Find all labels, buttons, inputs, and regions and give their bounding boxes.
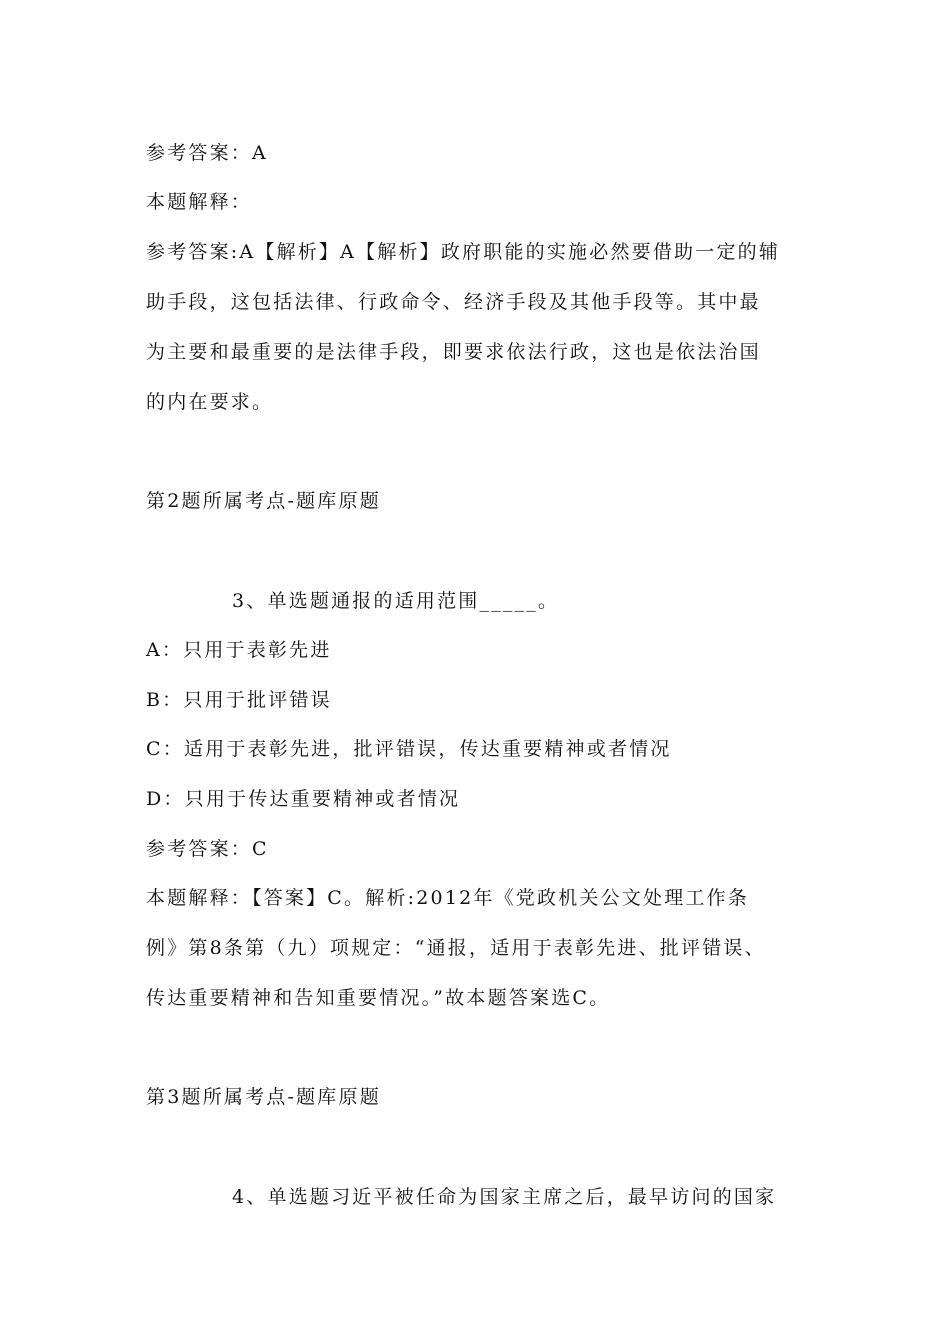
q2-explanation-line-2: 助手段，这包括法律、行政命令、经济手段及其他手段等。其中最 [146, 291, 761, 313]
q3-question: 3、单选题通报的适用范围_____。 [232, 590, 560, 612]
q3-explanation-line-2: 例》第8条第（九）项规定：“通报，适用于表彰先进、批评错误、 [146, 937, 766, 959]
q2-explanation-label: 本题解释： [146, 191, 253, 213]
q3-explanation-line-3: 传达重要精神和告知重要情况。”故本题答案选C。 [146, 987, 611, 1009]
q3-explanation-line-1: 本题解释：【答案】C。解析:2012年《党政机关公文处理工作条 [146, 887, 749, 909]
q2-answer: 参考答案：A [146, 142, 268, 164]
q2-explanation-line-1: 参考答案:A【解析】A【解析】政府职能的实施必然要借助一定的辅 [146, 241, 781, 263]
q3-answer: 参考答案：C [146, 838, 269, 860]
q2-explanation-line-4: 的内在要求。 [146, 391, 274, 413]
q3-option-a: A：只用于表彰先进 [146, 639, 332, 661]
q3-option-c: C：适用于表彰先进，批评错误，传达重要精神或者情况 [146, 738, 672, 760]
q4-question: 4、单选题习近平被任命为国家主席之后，最早访问的国家 [232, 1186, 777, 1208]
q2-explanation-line-3: 为主要和最重要的是法律手段，即要求依法行政，这也是依法治国 [146, 341, 761, 363]
q3-option-b: B：只用于批评错误 [146, 689, 332, 711]
q3-topic: 第3题所属考点-题库原题 [146, 1086, 381, 1108]
q3-option-d: D：只用于传达重要精神或者情况 [146, 788, 461, 810]
q2-topic: 第2题所属考点-题库原题 [146, 490, 381, 512]
